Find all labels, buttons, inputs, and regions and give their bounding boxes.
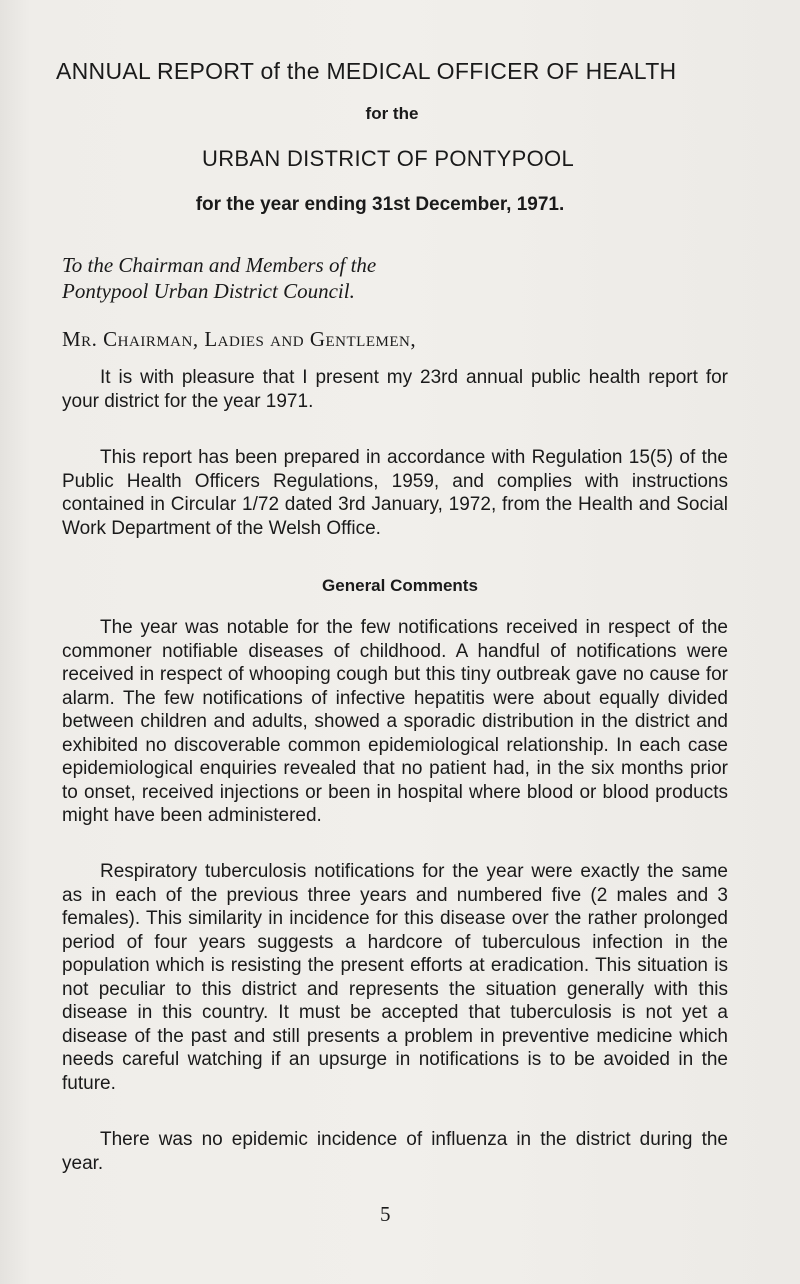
addressee-line-2: Pontypool Urban District Council. [62, 279, 355, 303]
report-title: ANNUAL REPORT of the MEDICAL OFFICER OF HEALTH [56, 58, 677, 84]
intro-paragraph: It is with pleasure that I present my 23rd annual public health report for your district for the year 1971. [62, 367, 728, 412]
comments-paragraph-influenza: There was no epidemic incidence of influenza in the district during the year. [62, 1129, 728, 1174]
district-name: URBAN DISTRICT OF PONTYPOOL [202, 146, 574, 171]
addressee-line-1: To the Chairman and Members of the [62, 253, 377, 277]
salutation: Mr. Chairman, Ladies and Gentlemen, [62, 327, 417, 351]
comments-paragraph-childhood-diseases: The year was notable for the few notifications received in respect of the commoner notifiable diseases of childhood. A handful of notifications were received in respect of whooping cough but this tiny outbreak gave no cause for alarm. The few notifications of infective hepatitis were about equally divided between children and adults, showed a sporadic distribution in the district and exhibited no discoverable common epidemiological relationship. In each case epidemiological enquiries revealed that no patient had, in the six months prior to onset, received injections or been in hospital where blood or blood products might have been administered. [62, 617, 728, 826]
regulation-paragraph: This report has been prepared in accordance with Regulation 15(5) of the Public Health Officers Regulations, 1959, and complies with instructions contained in Circular 1/72 dated 3rd January, 1972, from the Health and Social Work Department of the Welsh Office. [62, 447, 728, 539]
year-ending-line: for the year ending 31st December, 1971. [195, 194, 565, 215]
for-the-line: for the [365, 104, 419, 123]
addressee-block [62, 252, 376, 304]
section-heading-general-comments: General Comments [322, 576, 478, 595]
comments-paragraph-tuberculosis: Respiratory tuberculosis notifications for the year were exactly the same as in each of the previous three years and numbered five (2 males and 3 females). This similarity in incidence for this disease over the rather prolonged period of four years suggests a hardcore of tuberculous infection in the population which is resisting the present efforts at eradication. This situation is not peculiar to this district and represents the situation generally with this disease in this country. It must be accepted that tuberculosis is not yet a disease of the past and still presents a problem in preventive medicine which needs careful watching if an upsurge in notifications is to be avoided in the future. [62, 861, 728, 1094]
page-number: 5 [380, 1202, 391, 1226]
